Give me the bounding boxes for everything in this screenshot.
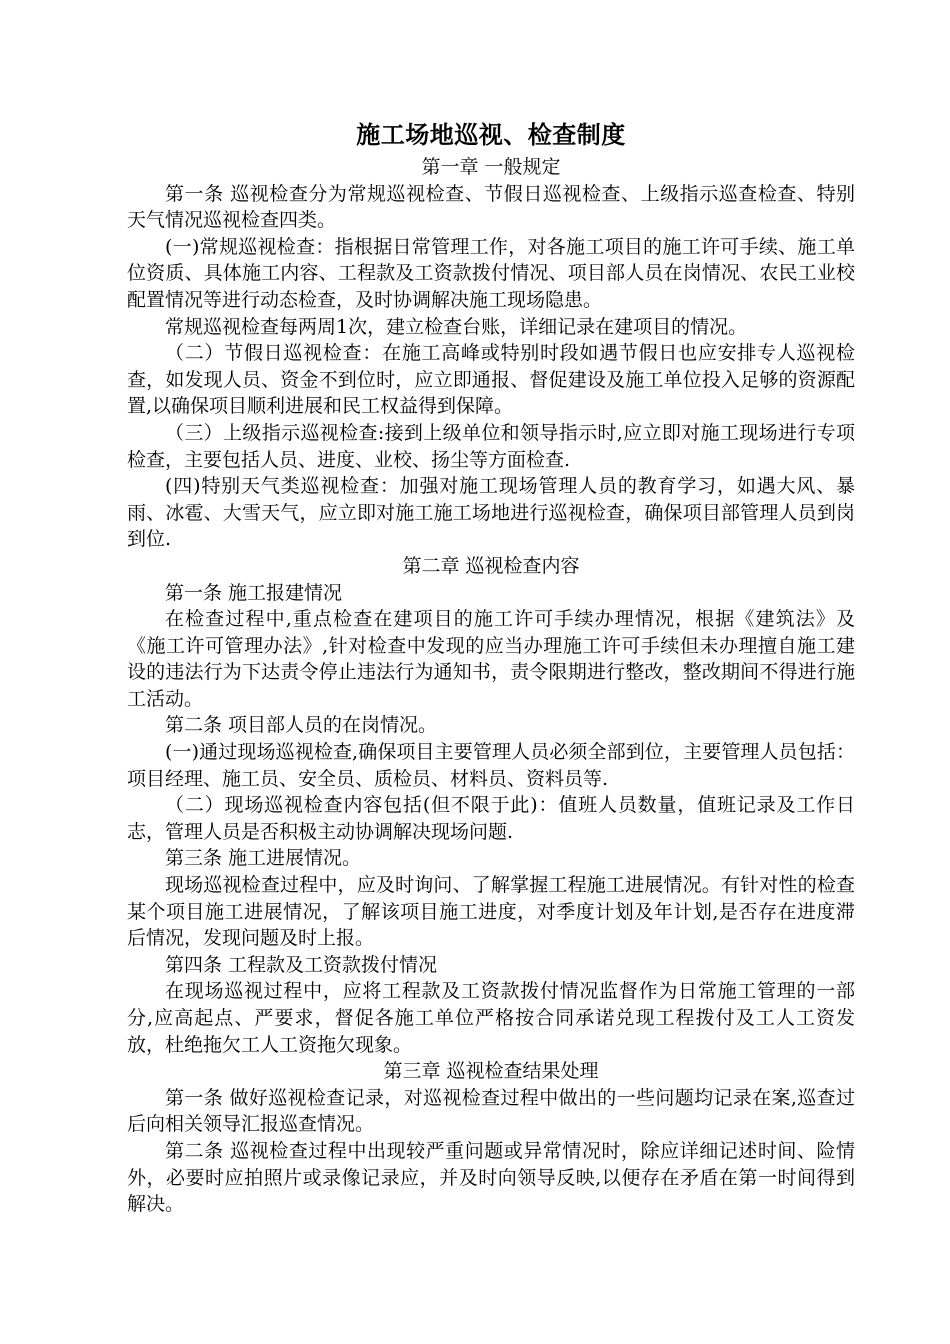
chapter-2-paragraph: 在现场巡视过程中，应将工程款及工资款拨付情况监督作为日常施工管理的一部分,应高起点、严要求，督促各施工单位严格按合同承诺兑现工程拨付及工人工资发放，杜绝拖欠工人工资拖欠现象。 [127, 980, 855, 1056]
document-page [127, 118, 855, 1218]
chapter-1-paragraph: （二）节假日巡视检查：在施工高峰或特别时段如遇节假日也应安排专人巡视检查，如发现人员、资金不到位时，应立即通报、督促建设及施工单位投入足够的资源配置,以确保项目顺利进展和民工权益得到保障。 [127, 342, 855, 418]
chapter-2-paragraph: 第三条 施工进展情况。 [165, 847, 362, 870]
chapter-2-heading: 第二章 巡视检查内容 [402, 554, 580, 577]
document-title: 施工场地巡视、检查制度 [356, 120, 626, 149]
chapter-1-paragraph: 第一条 巡视检查分为常规巡视检查、节假日巡视检查、上级指示巡查检查、特别天气情况巡视检查四类。 [127, 182, 855, 232]
chapter-1-heading: 第一章 一般规定 [421, 156, 561, 178]
chapter-2-paragraph: (一)通过现场巡视检查,确保项目主要管理人员必须全部到位，主要管理人员包括：项目经理、施工员、安全员、质检员、材料员、资料员等. [127, 741, 855, 790]
chapter-3-paragraph: 第一条 做好巡视检查记录，对巡视检查过程中做出的一些问题均记录在案,巡查过后向相关领导汇报巡查情况。 [127, 1086, 855, 1136]
chapter-1-paragraph: (一)常规巡视检查：指根据日常管理工作，对各施工项目的施工许可手续、施工单位资质、具体施工内容、工程款及工资款拨付情况、项目部人员在岗情况、农民工业校配置情况等进行动态检查，及时协调解决施工现场隐患。 [127, 235, 855, 311]
chapter-2-paragraph: 现场巡视检查过程中，应及时询问、了解掌握工程施工进展情况。有针对性的检查某个项目施工进展情况，了解该项目施工进度，对季度计划及年计划,是否存在进度滞后情况，发现问题及时上报。 [127, 874, 855, 950]
chapter-2-paragraph: 在检查过程中,重点检查在建项目的施工许可手续办理情况，根据《建筑法》及《施工许可管理办法》,针对检查中发现的应当办理施工许可手续但未办理擅自施工建设的违法行为下达责令停止违法行为通知书，责令限期进行整改，整改期间不得进行施工活动。 [127, 608, 855, 710]
chapter-2-paragraph: 第一条 施工报建情况 [165, 581, 343, 604]
chapter-3-paragraph: 第二条 巡视检查过程中出现较严重问题或异常情况时，除应详细记述时间、险情外，必要时应拍照片或录像记录应，并及时向领导反映,以便存在矛盾在第一时间得到解决。 [127, 1139, 855, 1216]
chapter-1-paragraph: （三）上级指示巡视检查:接到上级单位和领导指示时,应立即对施工现场进行专项检查，主要包括人员、进度、业校、扬尘等方面检查. [127, 421, 855, 471]
chapter-3-heading: 第三章 巡视检查结果处理 [383, 1060, 599, 1083]
chapter-1-paragraph: (四)特别天气类巡视检查：加强对施工现场管理人员的教育学习，如遇大风、暴雨、冰雹、大雪天气，应立即对施工施工场地进行巡视检查，确保项目部管理人员到岗到位. [127, 475, 855, 551]
chapter-2-paragraph: （二）现场巡视检查内容包括(但不限于此)：值班人员数量，值班记录及工作日志，管理人员是否积极主动协调解决现场问题. [127, 794, 855, 843]
chapter-1-paragraph: 常规巡视检查每两周1次，建立检查台账，详细记录在建项目的情况。 [165, 315, 748, 338]
chapter-2-paragraph: 第四条 工程款及工资款拨付情况 [165, 953, 438, 976]
chapter-2-paragraph: 第二条 项目部人员的在岗情况。 [165, 714, 438, 737]
